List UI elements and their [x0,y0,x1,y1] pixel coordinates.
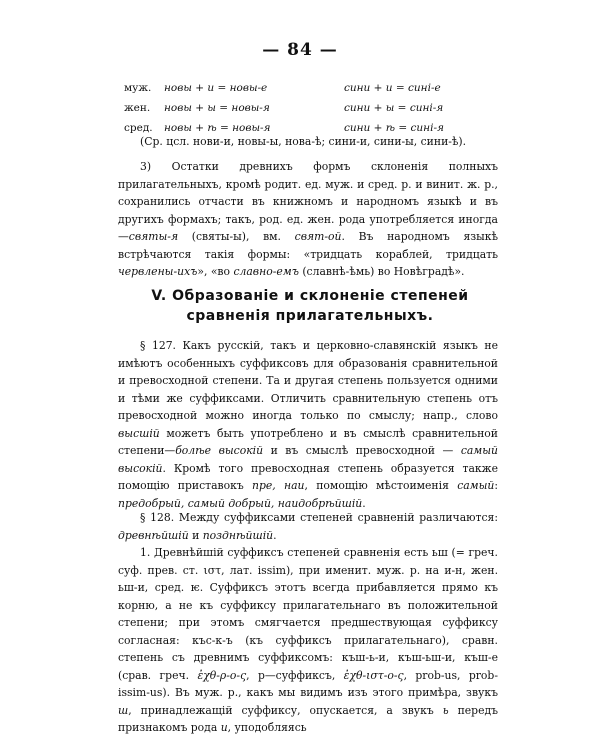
paradigm-right: сини + ѣ = сині-я [344,122,444,134]
paradigm-left: новы + и = новы-е [164,82,268,94]
section-heading: V. Образованіе и склоненіе степеней сравненія прилагательныхъ. [151,288,469,324]
paradigm-row-fem [124,98,524,118]
paradigm-right: сини + и = сині-е [344,82,441,94]
paradigm-right: сини + ы = сині-я [344,102,444,114]
paradigm-left: новы + ы = новы-я [164,102,270,114]
comparison-note: (Ср. цсл. нови-и, новы-ы, нова-ѣ; сини-и, сини-ы, сини-ѣ). [140,135,467,148]
section-127: § 127. Какъ русскій, такъ и церковно-славянскій языкъ не имѣютъ особенныхъ суффиксовъ для образованія сравнительной и превосходной степени. Та и другая степень пользуется одними и тѣми же суффиксами. Отличить сравнительную степень отъ превосходной можно иногда только по смыслу; напр., слово высшій можетъ быть употреблено и въ смыслѣ сравнительной степени—болѣе высокій и въ смыслѣ превосходной — самый высокій. Кромѣ того превосходная степень образуется также помощію приставокъ пре, наи, помощію мѣстоименія самый: предобрый, самый добрый, наидобрѣйшій. [118,339,499,510]
paradigm-row-masc [124,78,524,98]
paragraph-3: 3) Остатки древнихъ формъ склоненія полныхъ прилагательныхъ, кромѣ родит. ед. муж. и сред. р. и винит. ж. р., сохранились отчасти въ книжномъ и народномъ языкѣ и въ другихъ формахъ; такъ, род. ед. жен. рода употребляется иногда—святы-я (святы-ы), вм. свят-ой. Въ народномъ языкѣ встрѣчаются такія формы: «тридцать кораблей, тридцать червлены-ихъ», «во славно-емъ (славнѣ-ѣмь) во Новѣградѣ». [118,160,498,278]
gender-label: муж. [124,82,152,94]
gender-label: сред. [124,122,153,134]
declension-paradigm [124,78,524,138]
paragraph-1-suffixes: 1. Древнѣйшій суффиксъ степеней сравненія есть ьш (= греч. суф. прев. ст. ιστ, лат. issim), при именит. муж. р. на и-н, жен. ьш-и, сред. ѥ. Суффиксъ этотъ всегда прибавляется прямо къ корню, а не къ суффиксу прилагательнаго въ положительной степени; при этомъ смягчается предшествующая суффиксу согласная: къс-к-ъ (къ суффиксъ прилагательнаго), сравн. степень съ древнимъ суффиксомъ: къш-ь-и, къш-ьш-и, къш-е (срав. греч. ἐχθ-ρ-ο-ς, р—суффиксъ, ἐχθ-ιστ-ο-ς, prob-us, prob-issim-us). Въ муж. р., какъ мы видимъ изъ этого примѣра, звукъ ш, принадлежащій суффиксу, опускается, а звукъ ь передъ признакомъ рода и, уподобляясь [118,546,498,734]
page-number: — 84 — [262,40,338,60]
gender-label: жен. [124,102,151,114]
paradigm-left: новы + ѣ = новы-я [164,122,271,134]
section-128: § 128. Между суффиксами степеней сравненій различаются: древнѣйшій и позднѣйшій. [118,511,498,542]
